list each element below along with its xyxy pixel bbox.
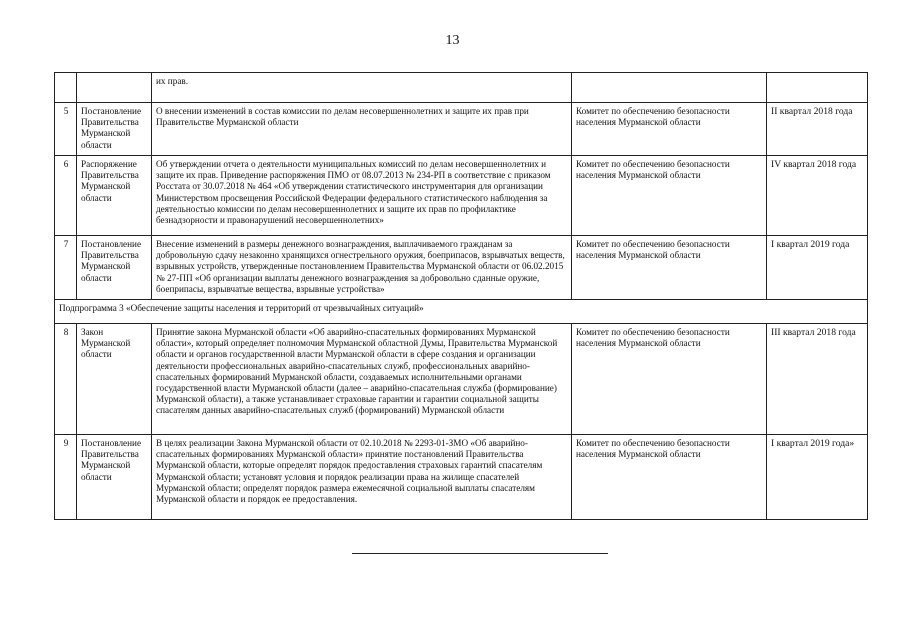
deadline: I квартал 2019 года	[767, 236, 868, 300]
responsible-body: Комитет по обеспечению безопасности населения Мурманской области	[572, 103, 767, 156]
item-number: 7	[55, 236, 77, 300]
document-type: Распоряжение Правительства Мурманской области	[77, 156, 152, 236]
item-number: 9	[55, 435, 77, 520]
responsible-body	[572, 73, 767, 103]
page-number: 13	[445, 33, 460, 48]
item-number	[55, 73, 77, 103]
document-type: Постановление Правительства Мурманской области	[77, 435, 152, 520]
item-number: 8	[55, 324, 77, 435]
table-row	[55, 324, 868, 435]
table-row	[55, 103, 868, 156]
item-number: 5	[55, 103, 77, 156]
item-title: их прав.	[152, 73, 572, 103]
item-title: Внесение изменений в размеры денежного вознаграждения, выплачиваемого гражданам за добровольную сдачу незаконно хранящихся огнестрельного оружия, боеприпасов, взрывчатых веществ, взрывных устройств, утвержденные постановлением Правительства Мурманской области от 06.02.2015 № 27-ПП «Об организации выплаты денежного вознаграждения за добровольно сданные оружие, боеприпасы, взрывчатые вещества, взрывные устройства»	[152, 236, 572, 300]
item-title: О внесении изменений в состав комиссии по делам несовершеннолетних и защите их прав при Правительстве Мурманской области	[152, 103, 572, 156]
document-type: Постановление Правительства Мурманской области	[77, 103, 152, 156]
document-type	[77, 73, 152, 103]
legislation-plan-table	[54, 72, 868, 520]
deadline: I квартал 2019 года»	[767, 435, 868, 520]
item-title: Об утверждении отчета о деятельности муниципальных комиссий по делам несовершеннолетних и защите их прав. Приведение распоряжения ПМО от 08.07.2013 № 234-РП в соответствие с приказом Росстата от 30.07.2018 № 464 «Об утверждении статистического инструментария для организации Министерством просвещения Российской Федерации федерального статистического наблюдения за деятельностью комиссии по делам несовершеннолетних и защите их прав по профилактике безнадзорности и правонарушений несовершеннолетних»	[152, 156, 572, 236]
table-row	[55, 435, 868, 520]
subprogram-heading: Подпрограмма 3 «Обеспечение защиты населения и территорий от чрезвычайных ситуаций»	[55, 300, 868, 324]
responsible-body: Комитет по обеспечению безопасности населения Мурманской области	[572, 324, 767, 435]
closing-rule	[352, 553, 608, 554]
document-type: Закон Мурманской области	[77, 324, 152, 435]
item-title: Принятие закона Мурманской области «Об аварийно-спасательных формированиях Мурманской области», который определяет полномочия Мурманской областной Думы, Правительства Мурманской области и органов государственной власти Мурманской области в сфере создания и организации деятельности профессиональных аварийно-спасательных служб, профессиональных аварийно-спасательных формирований Мурманской области, создаваемых исполнительными органами государственной власти Мурманской области (далее – аварийно-спасательная служба (формирование) Мурманской области), а также устанавливает страховые гарантии и гарантии социальной защиты спасателям данных аварийно-спасательных служб (формирований) Мурманской области	[152, 324, 572, 435]
deadline	[767, 73, 868, 103]
deadline: II квартал 2018 года	[767, 103, 868, 156]
deadline: III квартал 2018 года	[767, 324, 868, 435]
item-title: В целях реализации Закона Мурманской области от 02.10.2018 № 2293-01-ЗМО «Об аварийно-спасательных формированиях Мурманской области» принятие постановлений Правительства Мурманской области, которые определят порядок предоставления страховых гарантий спасателям Мурманской области; установят условия и порядок реализации права на жилище спасателей Мурманской области; определят порядок размера ежемесячной социальной выплаты спасателям Мурманской области и порядок ее предоставления.	[152, 435, 572, 520]
deadline: IV квартал 2018 года	[767, 156, 868, 236]
responsible-body: Комитет по обеспечению безопасности населения Мурманской области	[572, 236, 767, 300]
subprogram-row	[55, 300, 868, 324]
table-row	[55, 236, 868, 300]
document-type: Постановление Правительства Мурманской области	[77, 236, 152, 300]
responsible-body: Комитет по обеспечению безопасности населения Мурманской области	[572, 156, 767, 236]
table-row	[55, 156, 868, 236]
responsible-body: Комитет по обеспечению безопасности населения Мурманской области	[572, 435, 767, 520]
item-number: 6	[55, 156, 77, 236]
table-row	[55, 73, 868, 103]
